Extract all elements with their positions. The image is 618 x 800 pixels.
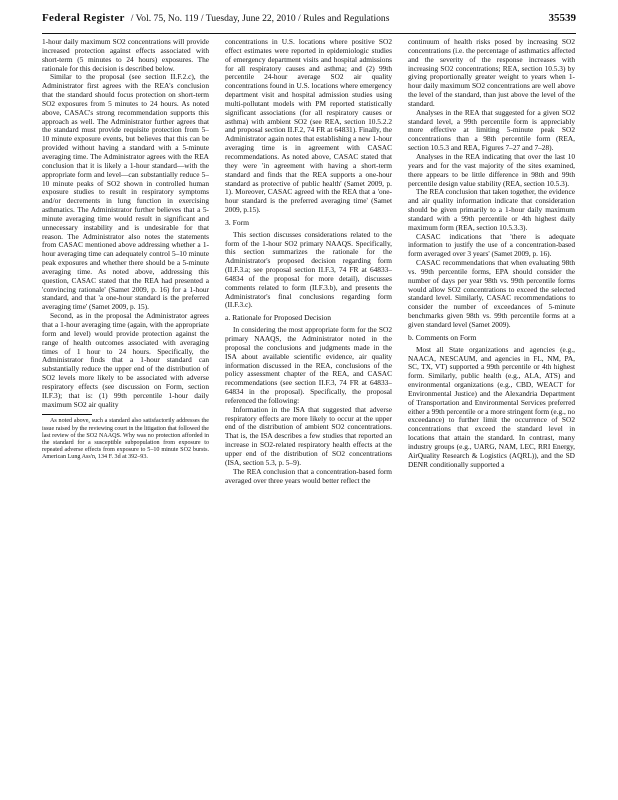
body-paragraph: The REA conclusion that taken together, the evidence and air quality information indicate that consideration should be given primarily to a 1-hour daily maximum standard with a 99th percentile or 4th highest daily maximum form (REA, section 10.5.3.3). — [408, 187, 575, 232]
column-left — [42, 38, 209, 790]
body-paragraph: The REA conclusion that a concentration-based form averaged over three years would better reflect the — [225, 466, 392, 485]
body-paragraph: Analyses in the REA that suggested for a given SO2 standard level, a 99th percentile form is appreciably more effective at limiting 5-minute peak SO2 concentrations than a 98th percentile form (REA, section 10.5.3 and REA, Figures 7–27 and 7–28). — [408, 107, 575, 153]
publication-title: Federal Register — [42, 12, 125, 24]
body-paragraph: CASAC indications that 'there is adequate information to justify the use of a concentration-based form averaged over 3 years' (Samet 2009, p. 16). — [408, 231, 575, 259]
body-paragraph: continuum of health risks posed by increasing SO2 concentrations (i.e. the percentage of asthmatics affected and the severity of the response increases with increasing SO2 concentrations; REA, section 10.5.3) by giving proportionally greater weight to years when 1-hour daily maximum SO2 concentrations are well above the level of the standard, than just above the level of the standard. — [408, 38, 575, 108]
page-columns — [42, 38, 576, 790]
footnote-divider — [42, 414, 92, 415]
issue-meta: / Vol. 75, No. 119 / Tuesday, June 22, 2010 / Rules and Regulations — [130, 13, 390, 24]
body-paragraph: 1-hour daily maximum SO2 concentrations will provide increased protection against effects associated with short-term (5 minutes to 24 hours) exposures. The rationale for this decision is described below. — [42, 38, 209, 73]
page-header — [42, 12, 576, 34]
body-paragraph: concentrations in U.S. locations where positive SO2 effect estimates were reported in epidemiologic studies of emergency department visits and hospital admissions for all respiratory causes and asthma; and (2) 99th percentile 24-hour average SO2 air quality concentrations found in U.S. locations where emergency department visit and hospital admission studies using multi-pollutant models with PM reported statistically significant associations (for all respiratory causes or asthma) with ambient SO2 (see REA, section 10.5.2.2 and proposal section II.F.2, 74 FR at 64831). Finally, the Administrator again notes that establishing a new 1-hour averaging time is in agreement with CASAC recommendations. As noted above, CASAC stated that they were 'in agreement with having a short-term standard and finds that the REA supports a one-hour standard as protective of public health' (Samet 2009, p. 1). Moreover, CASAC agreed with the REA that a 'one-hour standard is the preferred averaging time' (Samet 2009, p.15). — [225, 38, 392, 215]
body-paragraph: Most all State organizations and agencies (e.g., NAACA, NESCAUM, and agencies in FL, NM, PA, SC, TX, VT) supported a 99th percentile or 4th highest form. Similarly, public health (e.g., ALA, ATS) and environmental organizations (e.g., CBD, WEACT for Environmental Justice) and the Alexandria Department of Transportation and Environmental Services preferred either a 99th percentile or a more stringent form (e.g., no exceedance) to further limit the occurrence of SO2 concentrations that exceed the standard level in locations that attain the standard. In contrast, many industry groups (e.g., UARG, NAM, LEC, RRI Energy, AirQuality Research & Logistics (AQRL)), and the SD DENR conditionally supported a — [408, 344, 575, 469]
body-paragraph: Information in the ISA that suggested that adverse respiratory effects are more likely to occur at the upper end of the distribution of ambient SO2 concentrations. That is, the ISA describes a few studies that reported an increase in SO2-related respiratory health effects at the upper end of the distribution of SO2 concentrations (ISA, section 5.3, p. 5–9). — [225, 404, 392, 467]
body-paragraph: CASAC recommendations that when evaluating 98th vs. 99th percentile forms, EPA should consider the number of days per year 98th vs. 99th percentile forms would allow SO2 concentrations to exceed the selected standard level. Similarly, CASAC recommendations to consider the number of exceedances of 5-minute benchmarks given 98th vs. 99th percentile forms at a given standard level (Samet 2009). — [408, 258, 575, 329]
body-paragraph: Second, as in the proposal the Administrator agrees that a 1-hour averaging time (again, with the appropriate form and level) would provide protection against the range of health outcomes associated with averaging times of 1 hour to 24 hours. Specifically, the Administrator finds that a 1-hour standard can substantially reduce the upper end of the distribution of SO2 levels more likely to be associated with adverse respiratory effects (see discussion on Form, section II.F.3); that is: (1) 99th percentile 1-hour daily maximum SO2 air quality — [42, 311, 209, 409]
column-middle — [225, 38, 392, 790]
section-heading: b. Comments on Form — [408, 332, 477, 342]
body-paragraph: Similar to the proposal (see section II.F.2.c), the Administrator first agrees with the REA's conclusion that the standard should focus protection on short-term SO2 exposures from 5 minutes to 24 hours. As noted above, CASAC's strong recommendation supports this approach as well. The Administrator further agrees that the standard must provide requisite protection from 5–10 minute exposure events, but believes that this can be provided without having a standard with a 5-minute averaging time. The Administrator agrees with the REA conclusion that it is likely a 1-hour standard—with the appropriate form and level—can substantially reduce 5–10 minute peaks of SO2 shown in controlled human exposure studies to result in respiratory symptoms and/or decrements in lung function in exercising asthmatics. The Administrator further believes that a 5-minute averaging time would result in significant and unnecessary instability and is undesirable for that reason. The Administrator also notes the statements from CASAC mentioned above addressing whether a 1-hour averaging time can adequately control 5–10 minute peak exposures and whether there should be a 5-minute averaging time. As noted above, addressing this question, CASAC stated that the REA had presented a 'convincing rationale' (Samet 2009, p. 16) for a 1-hour standard, and that 'a one-hour standard is the preferred averaging time' (Samet 2009, p. 15). — [42, 72, 209, 312]
page-number: 35539 — [548, 12, 576, 24]
body-paragraph: This section discusses considerations related to the form of the 1-hour SO2 primary NAAQS. Specifically, this section summarizes the rationale for the Administrator's proposed decision regarding form (II.F.3.a; see proposal section II.F.3, 74 FR at 64833–64834 of the proposal for more detail), discusses comments related to form (II.F.3.b), and presents the Administrator's final conclusions regarding form (II.F.3.c). — [225, 229, 392, 310]
body-paragraph: Analyses in the REA indicating that over the last 10 years and for the vast majority of the sites examined, there appears to be little difference in 98th and 99th percentile design value stability (REA, section 10.5.3). — [408, 151, 575, 188]
section-heading: 3. Form — [225, 217, 250, 227]
section-heading: a. Rationale for Proposed Decision — [225, 313, 332, 323]
body-paragraph: In considering the most appropriate form for the SO2 primary NAAQS, the Administrator noted in the proposal the conclusions and judgments made in the ISA about available scientific evidence, air quality information discussed in the REA, conclusions of the policy assessment chapter of the REA, and CASAC recommendations (see section II.F.3, 74 FR at 64833–64834 in the proposal). Specifically, the proposal referenced the following: — [225, 325, 392, 405]
footnote: As noted above, such a standard also satisfactorily addresses the issue raised by the reviewing court in the litigation that followed the last review of the SO2 NAAQS. Why was no protection afforded in the standard for a susceptible subpopulation from exposure to repeated adverse effects from exposure to 5–10 minute SO2 bursts. American Lung Ass'n, 134 F. 3d at 392–93. — [42, 418, 209, 461]
column-right — [408, 38, 575, 790]
